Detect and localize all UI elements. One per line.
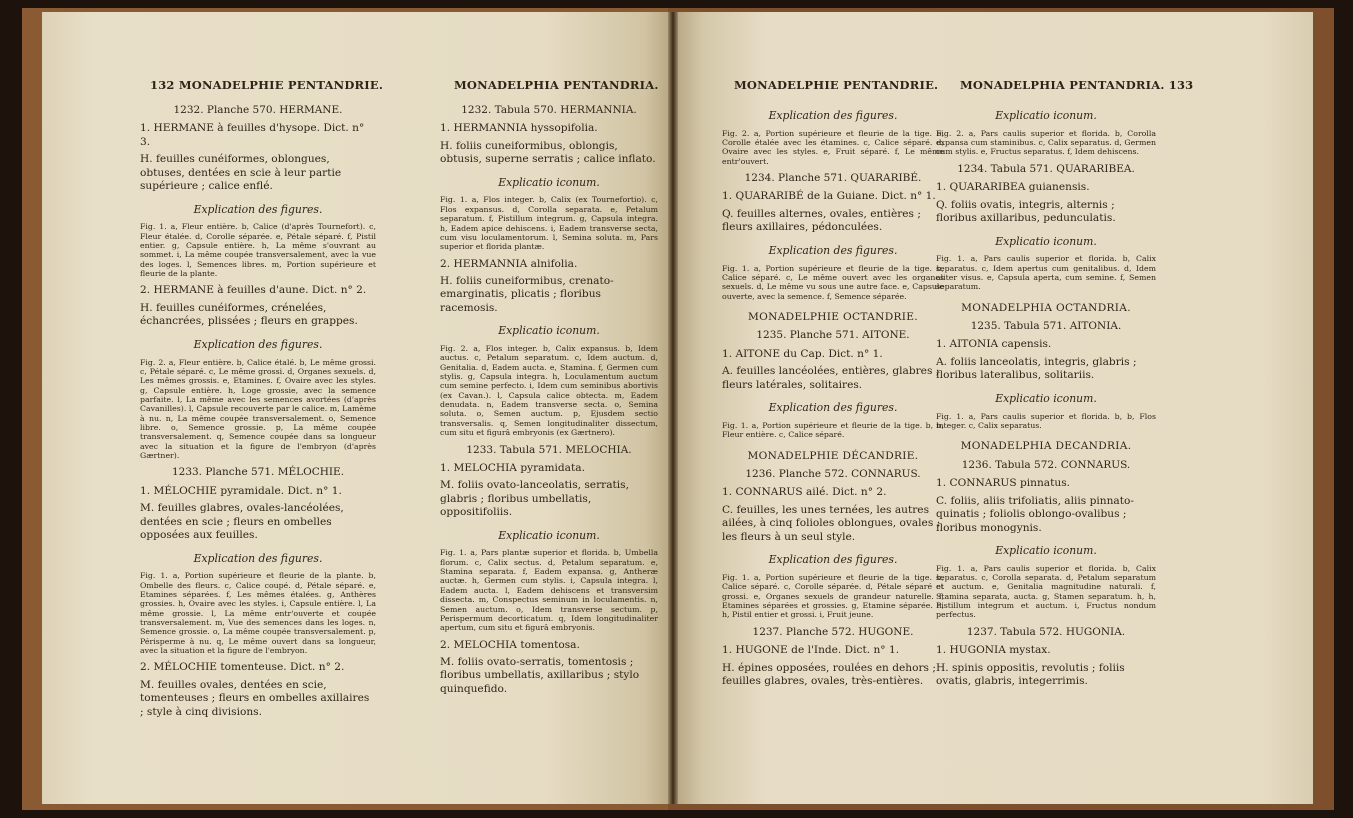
running-head: MONADELPHIE PENTANDRIE. xyxy=(178,78,384,92)
page-number-right: 133 xyxy=(1168,78,1194,92)
entry-expl: Explicatio iconum. xyxy=(498,528,600,542)
entry-name: 2. MÉLOCHIE tomenteuse. Dict. n° 2. xyxy=(140,661,345,674)
entry-figs: Fig. 2. a, Fleur entière. b, Calice étalé. b, Le même grossi. c, Pétale séparé. c, Le même grossi. d, Organes sexuels. d, Les mêmes grossis. e, Etamines. f, Ovaire avec les styles. g, Capsule entière. h, Loge grossie, avec la semence parfaite. l, La même avec les semences avortées (d'après Cavanilles). l, Capsule recouverte par le calice. m, Lamème à nu. n, La même coupée transversalement. o, Semence libre. o, Semence grossie. p, La même coupée transversalement. q, Semence coupée dans sa longueur avec la situation et la figure de l'embryon (d'après Gærtner). xyxy=(140,357,376,460)
entry-desc: H. foliis cuneiformibus, oblongis, obtusis, superne serratis ; calice inflato. xyxy=(440,139,656,166)
entry-figs: Fig. 1. a, Portion supérieure et fleurie de la tige. b, Calice séparé. c, Corolle séparée. d, Pétale séparé et grossi. e, Organes sexuels de grandeur naturelle. f, Etamines séparées et grossies. g, Etamine séparée. h, h, Pistil entier et grossi. i, Fruit jeune. xyxy=(722,573,944,620)
entry-figs: Fig. 2. a, Flos integer. b, Calix expansus. b, Idem auctus. c, Petalum separatum. c, Idem auctum. d, Genitalia. d, Eadem aucta. e, Stamina. f, Germen cum stylis. g, Capsula integra. h, Loculamentum auctum cum semine perfecto. i, Idem cum seminibus abortivis (ex Cavan.). l, Capsula calice obtecta. m, Eadem denudata. n, Eadem transverse secta. o, Semina soluta. o, Semen auctum. p, Ejusdem sectio transversalis. q, Semen longitudinaliter dissectum, cum situ et figurâ embryonis (ex Gærtnero). xyxy=(440,344,658,438)
entry-desc: M. foliis ovato-serratis, tomentosis ; floribus umbellatis, axillaribus ; stylo quinquefido. xyxy=(440,655,640,695)
entry-desc: C. feuilles, les unes ternées, les autres ailées, à cinq folioles oblongues, ovales ; les fleurs à un seul style. xyxy=(722,503,941,543)
entry-figs: Fig. 1. a, Portion supérieure et fleurie de la tige. b, Calice séparé. c, Le même ouvert avec les organes sexuels. d, Le même vu sous une autre face. e, Capsule ouverte, avec la semence. f, Semence séparée. xyxy=(722,263,944,301)
entry-expl: Explicatio iconum. xyxy=(498,175,600,189)
entry-name: 1. HERMANNIA hyssopifolia. xyxy=(440,122,598,135)
entry-head: 1233. Tabula 571. MELOCHIA. xyxy=(466,443,632,456)
entry-name: 1. CONNARUS pinnatus. xyxy=(936,477,1070,490)
entry-head: 1233. Planche 571. MÉLOCHIE. xyxy=(171,466,345,479)
left-page xyxy=(42,12,670,804)
entry-expl: Explication des figures. xyxy=(768,401,898,415)
entry-expl: Explication des figures. xyxy=(193,337,323,351)
entry-head: MONADELPHIA DECANDRIA. xyxy=(960,440,1132,453)
entry-expl: Explicatio iconum. xyxy=(995,391,1097,405)
page-number-left: 132 xyxy=(150,78,175,92)
entry-head: MONADELPHIE DÉCANDRIE. xyxy=(747,449,919,462)
entry-name: 1. MÉLOCHIE pyramidale. Dict. n° 1. xyxy=(140,484,342,497)
entry-expl: Explicatio iconum. xyxy=(995,543,1097,557)
entry-head: MONADELPHIA OCTANDRIA. xyxy=(961,301,1131,314)
entry-desc: A. foliis lanceolatis, integris, glabris ; floribus lateralibus, solitariis. xyxy=(936,355,1137,382)
entry-desc: M. feuilles ovales, dentées en scie, tomenteuses ; fleurs en ombelles axillaires ; style à cinq divisions. xyxy=(140,678,370,718)
running-head-latin-right: MONADELPHIA PENTANDRIA. xyxy=(960,78,1165,92)
entry-name: 1. CONNARUS ailé. Dict. n° 2. xyxy=(722,486,887,499)
entry-expl: Explication des figures. xyxy=(193,202,323,216)
book-gutter xyxy=(668,12,678,804)
entry-desc: M. feuilles glabres, ovales-lancéolées, dentées en scie ; fleurs en ombelles opposées aux feuilles. xyxy=(140,502,344,542)
column-latin-right xyxy=(936,100,1156,692)
entry-desc: H. foliis cuneiformibus, crenato-emarginatis, plicatis ; floribus racemosis. xyxy=(440,274,614,314)
entry-figs: Fig. 1. a, Portion supérieure et fleurie de la plante. b, Ombelle des fleurs. c, Calice coupé. d, Pétale séparé. e, Etamines séparées. f, Les mêmes étalées. g, Anthères grossies. h, Ovaire avec les styles. i, Capsule entière. l, La même grossie. l, La même entr'ouverte et coupée transversalement. m, Vue des semences dans les loges. n, Semence grossie. o, La même coupée transversalement. p, Périsperme à nu. q, Le même ouvert dans sa longueur, avec la situation et la figure de l'embryon. xyxy=(140,571,376,655)
entry-figs: Fig. 1. a, Pars caulis superior et florida. b, Calix separatus. c, Corolla separata. d, Petalum separatum et auctum. e, Genitalia magnitudine naturali. f, Stamina separata, aucta. g, Stamen separatum. h, h, Pistillum integrum et auctum. i, Fructus nondum perfectus. xyxy=(936,563,1156,620)
left-page-header xyxy=(150,78,383,92)
entry-head: 1232. Planche 570. HERMANE. xyxy=(173,104,343,116)
entry-desc: Q. feuilles alternes, ovales, entières ; fleurs axillaires, pédonculées. xyxy=(722,207,921,234)
entry-expl: Explication des figures. xyxy=(768,553,898,567)
entry-desc: C. foliis, aliis trifoliatis, aliis pinnato-quinatis ; foliolis oblongo-ovalibus ; floribus monogynis. xyxy=(936,494,1134,534)
entry-name: 2. HERMANE à feuilles d'aune. Dict. n° 2. xyxy=(140,284,367,297)
entry-head: 1236. Planche 572. CONNARUS. xyxy=(745,468,921,481)
entry-head: 1232. Tabula 570. HERMANNIA. xyxy=(461,104,637,116)
entry-expl: Explication des figures. xyxy=(768,243,898,257)
entry-name: 2. HERMANNIA alnifolia. xyxy=(440,257,578,270)
entry-desc: H. feuilles cunéiformes, crénelées, échancrées, plissées ; fleurs en grappes. xyxy=(140,301,358,328)
entry-name: 1. AITONE du Cap. Dict. n° 1. xyxy=(722,347,883,360)
entry-name: 2. MELOCHIA tomentosa. xyxy=(440,638,580,651)
entry-head: 1234. Planche 571. QUARARIBÉ. xyxy=(744,172,922,185)
entry-figs: Fig. 1. a, Pars plantæ superior et florida. b, Umbella florum. c, Calix sectus. d, Petalum separatum. e, Stamina separata. f, Eadem expansa. g, Antheræ auctæ. h, Germen cum stylis. i, Capsula integra. l, Eadem aucta. l, Eadem dehiscens et transversim dissecta. m, Conspectus seminum in loculamentis. n, Semen auctum. o, Idem transverse sectum. p, Perispermum decorticatum. q, Idem longitudinaliter apertum, cum situ et figurâ embryonis. xyxy=(440,548,658,633)
entry-figs: Fig. 1. a, Portion supérieure et fleurie de la tige. b, b, Fleur entière. c, Calice séparé. xyxy=(722,420,944,440)
entry-head: 1235. Planche 571. AITONE. xyxy=(756,329,910,342)
entry-figs: Fig. 1. a, Pars caulis superior et florida. b, b, Flos integer. c, Calix separatus. xyxy=(936,411,1156,430)
entry-name: 1. QUARARIBEA guianensis. xyxy=(936,181,1090,194)
entry-name: 1. HERMANE à feuilles d'hysope. Dict. n° 3. xyxy=(140,122,365,148)
entry-name: 1. HUGONE de l'Inde. Dict. n° 1. xyxy=(722,644,900,657)
entry-desc: Q. foliis ovatis, integris, alternis ; floribus axillaribus, pedunculatis. xyxy=(936,198,1116,225)
entry-head: 1234. Tabula 571. QUARARIBEA. xyxy=(957,162,1135,175)
right-page-header xyxy=(960,78,1193,92)
entry-expl: Explicatio iconum. xyxy=(995,234,1097,248)
column-french-left xyxy=(140,98,376,723)
entry-desc: H. spinis oppositis, revolutis ; foliis ovatis, glabris, integerrimis. xyxy=(936,661,1125,688)
entry-head: MONADELPHIE OCTANDRIE. xyxy=(748,310,918,323)
entry-expl: Explication des figures. xyxy=(193,551,323,565)
right-page xyxy=(678,12,1313,804)
entry-expl: Explicatio iconum. xyxy=(995,109,1097,122)
entry-head: 1236. Tabula 572. CONNARUS. xyxy=(961,458,1131,471)
entry-head: 1237. Planche 572. HUGONE. xyxy=(752,625,914,638)
entry-desc: M. foliis ovato-lanceolatis, serratis, glabris ; floribus umbellatis, oppositifoliis. xyxy=(440,479,629,519)
entry-head: 1237. Tabula 572. HUGONIA. xyxy=(966,625,1126,638)
entry-desc: H. épines opposées, roulées en dehors ; feuilles glabres, ovales, très-entières. xyxy=(722,661,936,688)
entry-name: 1. HUGONIA mystax. xyxy=(936,644,1051,657)
entry-name: 1. AITONIA capensis. xyxy=(936,338,1052,351)
entry-expl: Explication des figures. xyxy=(768,109,898,122)
entry-desc: A. feuilles lancéolées, entières, glabres ; fleurs latérales, solitaires. xyxy=(722,365,940,391)
entry-figs: Fig. 1. a, Fleur entière. b, Calice (d'après Tournefort). c, Fleur étalée. d, Corolle séparée. e, Pétale séparé. f, Pistil entier. g, Capsule entière. h, La même s'ouvrant au sommet. i, La même coupée transversalement, avec la vue des loges. l, Semences libres. m, Portion supérieure et fleurie de la plante. xyxy=(140,222,376,279)
entry-figs: Fig. 1. a, Pars caulis superior et florida. b, Calix separatus. c, Idem apertus cum genitalibus. d, Idem aliter visus. e, Capsula aperta, cum semine. f, Semen separatum. xyxy=(936,254,1156,292)
entry-figs: Fig. 2. a, Pars caulis superior et florida. b, Corolla expansa cum staminibus. c, Calix separatus. d, Germen cum stylis. e, Fructus separatus. f, Idem dehiscens. xyxy=(936,128,1156,157)
entry-name: 1. MELOCHIA pyramidata. xyxy=(440,461,585,474)
entry-name: 1. QUARARIBÉ de la Guiane. Dict. n° 1. xyxy=(722,190,936,203)
column-latin-left xyxy=(440,98,658,700)
column-french-right xyxy=(722,100,944,692)
entry-expl: Explicatio iconum. xyxy=(498,324,600,338)
entry-desc: H. feuilles cunéiformes, oblongues, obtuses, dentées en scie à leur partie supérieure ; calice enflé. xyxy=(140,153,342,193)
entry-head: 1235. Tabula 571. AITONIA. xyxy=(970,320,1122,333)
entry-figs: Fig. 2. a, Portion supérieure et fleurie de la tige. b, Corolle étalée avec les étamines. c, Calice séparé. d, Ovaire avec les styles. e, Fruit séparé. f, Le même entr'ouvert. xyxy=(722,128,944,166)
entry-figs: Fig. 1. a, Flos integer. b, Calix (ex Tournefortio). c, Flos expansus. d, Corolla separata. e, Petalum separatum. f, Pistillum integrum. g, Capsula integra. h, Eadem apice dehiscens. i, Eadem transverse secta, cum visu loculamentorum. l, Semina soluta. m, Pars superior et florida plantæ. xyxy=(440,195,658,252)
running-head-right: MONADELPHIE PENTANDRIE. xyxy=(734,78,939,92)
running-head-latin: MONADELPHIA PENTANDRIA. xyxy=(454,78,659,92)
